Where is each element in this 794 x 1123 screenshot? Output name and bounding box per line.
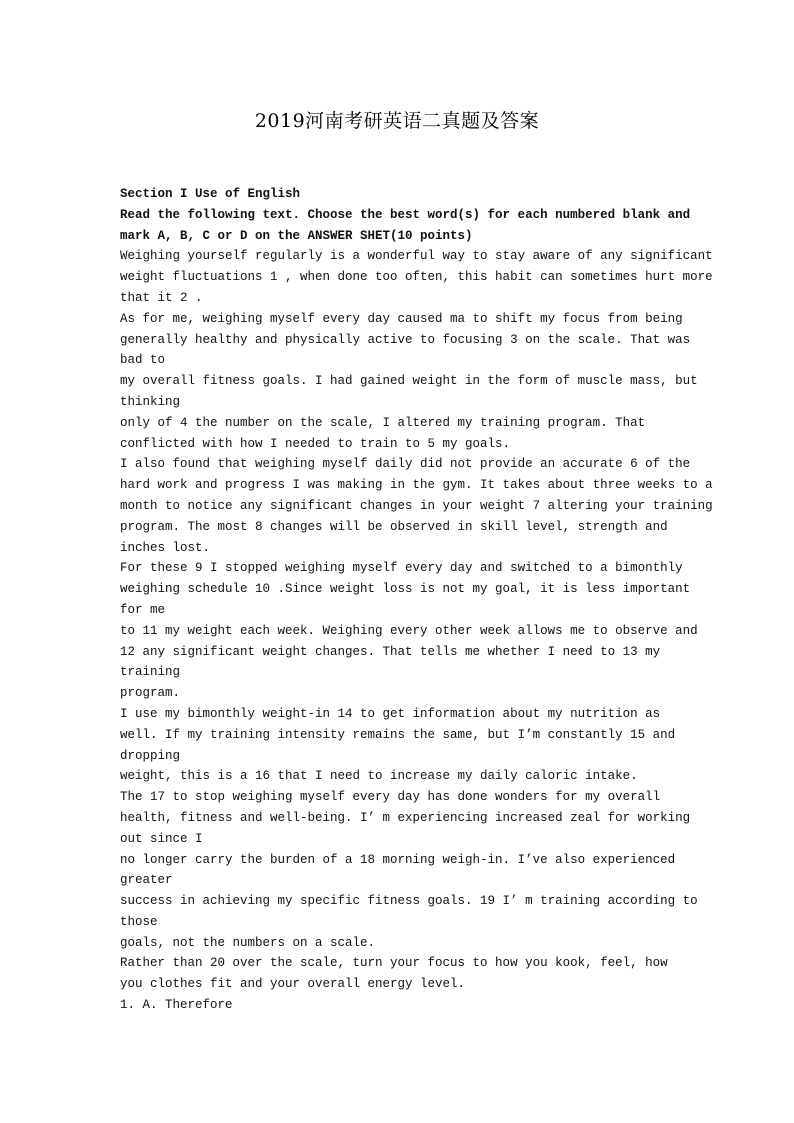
passage-line: that it 2 . bbox=[120, 290, 203, 305]
passage-line: my overall fitness goals. I had gained weight in the form of muscle mass, but bbox=[120, 374, 698, 389]
passage-line: inches lost. bbox=[120, 540, 211, 555]
passage-line: only of 4 the number on the scale, I altered my training program. That bbox=[120, 415, 646, 430]
passage-line: Rather than 20 over the scale, turn your focus to how you kook, feel, how bbox=[120, 956, 668, 971]
passage-line: greater bbox=[120, 873, 173, 888]
passage-line: 12 any significant weight changes. That tells me whether I need to 13 my bbox=[120, 644, 661, 659]
document-body bbox=[120, 184, 713, 1016]
passage-line: weight, this is a 16 that I need to increase my daily caloric intake. bbox=[120, 769, 638, 784]
passage-line: As for me, weighing myself every day caused ma to shift my focus from being bbox=[120, 311, 683, 326]
passage-line: program. bbox=[120, 686, 181, 701]
passage-line: weight fluctuations 1 , when done too often, this habit can sometimes hurt more bbox=[120, 270, 713, 285]
passage-line: generally healthy and physically active to focusing 3 on the scale. That was bbox=[120, 332, 691, 347]
passage-line: training bbox=[120, 665, 181, 680]
document-title: 2019河南考研英语二真题及答案 bbox=[254, 110, 540, 132]
passage-line: for me bbox=[120, 602, 166, 617]
passage-line: out since I bbox=[120, 831, 203, 846]
passage-line: For these 9 I stopped weighing myself every day and switched to a bimonthly bbox=[120, 561, 683, 576]
passage-line: hard work and progress I was making in the gym. It takes about three weeks to a bbox=[120, 478, 713, 493]
passage-line: those bbox=[120, 914, 158, 929]
passage-line: well. If my training intensity remains the same, but I’m constantly 15 and bbox=[120, 727, 676, 742]
section-heading: Section I Use of English bbox=[120, 187, 301, 201]
passage-line: weighing schedule 10 .Since weight loss is not my goal, it is less important bbox=[120, 582, 691, 597]
passage-line: I use my bimonthly weight-in 14 to get information about my nutrition as bbox=[120, 706, 661, 721]
passage-line: conflicted with how I needed to train to 5 my goals. bbox=[120, 436, 511, 451]
passage-line: Weighing yourself regularly is a wonderful way to stay aware of any significant bbox=[120, 249, 713, 264]
passage-line: program. The most 8 changes will be observed in skill level, strength and bbox=[120, 519, 668, 534]
passage-line: health, fitness and well-being. I’ m experiencing increased zeal for working bbox=[120, 810, 691, 825]
passage-line: bad to bbox=[120, 353, 166, 368]
passage-line: month to notice any significant changes in your weight 7 altering your training bbox=[120, 498, 713, 513]
passage-line: dropping bbox=[120, 748, 181, 763]
passage-line: The 17 to stop weighing myself every day has done wonders for my overall bbox=[120, 790, 661, 805]
passage-line: to 11 my weight each week. Weighing every other week allows me to observe and bbox=[120, 623, 698, 638]
instruction-line: mark A, B, C or D on the ANSWER SHET(10 points) bbox=[120, 228, 473, 243]
passage-line: thinking bbox=[120, 394, 181, 409]
passage-line: you clothes fit and your overall energy level. bbox=[120, 977, 466, 992]
passage-line: goals, not the numbers on a scale. bbox=[120, 935, 376, 950]
passage-line: I also found that weighing myself daily did not provide an accurate 6 of the bbox=[120, 457, 691, 472]
passage-text bbox=[120, 246, 713, 1015]
instruction-line: Read the following text. Choose the best word(s) for each numbered blank and bbox=[120, 207, 691, 222]
passage-line: 1. A. Therefore bbox=[120, 998, 233, 1013]
passage-line: no longer carry the burden of a 18 morning weigh-in. I’ve also experienced bbox=[120, 852, 676, 867]
passage-line: success in achieving my specific fitness goals. 19 I’ m training according to bbox=[120, 894, 698, 909]
